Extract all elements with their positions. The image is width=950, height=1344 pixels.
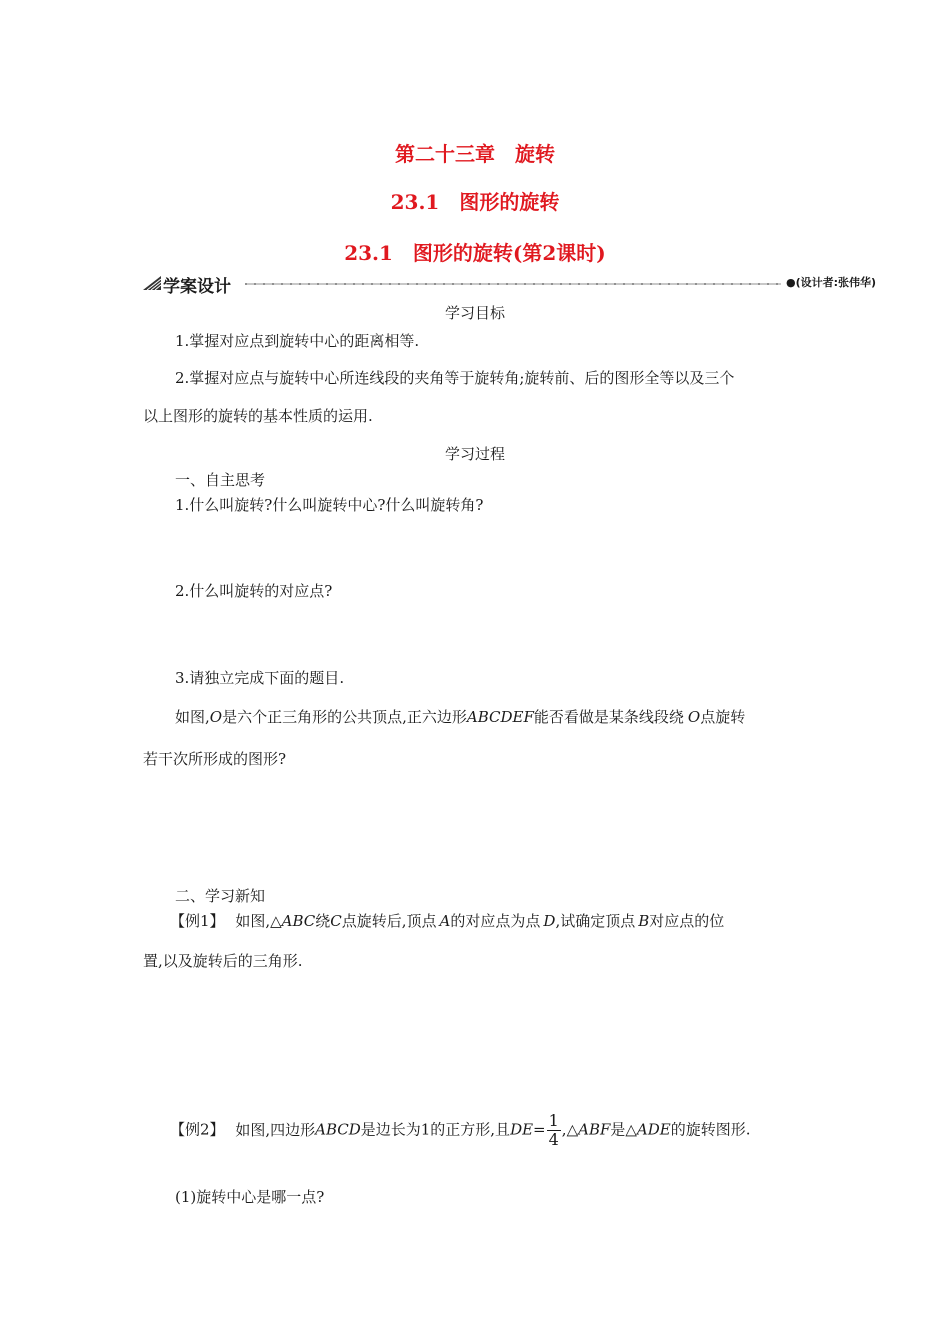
part1-heading: 一、自主思考: [175, 471, 266, 489]
goal-item-1: 1.掌握对应点到旋转中心的距离相等.: [175, 332, 420, 350]
banner-label: 学案设计: [163, 277, 231, 297]
example-1-line-2: 置,以及旋转后的三角形.: [143, 952, 303, 970]
dotted-rule: [245, 272, 785, 294]
chapter-title: 第二十三章 旋转: [395, 142, 555, 166]
example-2-question-1: (1)旋转中心是哪一点?: [175, 1188, 325, 1206]
lesson-title: 23.1 图形的旋转(第2课时): [344, 241, 606, 265]
question-3-text-line-1: 如图,O是六个正三角形的公共顶点,正六边形ABCDEF能否看做是某条线段绕 O点旋转: [175, 708, 746, 726]
question-3: 3.请独立完成下面的题目.: [175, 669, 345, 687]
example-2-tag: 【例2】: [170, 1120, 225, 1139]
section-title: 23.1 图形的旋转: [390, 190, 560, 214]
banner-credit: ●(设计者:张伟华): [786, 276, 877, 289]
process-heading: 学习过程: [444, 445, 505, 463]
question-2: 2.什么叫旋转的对应点?: [175, 582, 333, 600]
part2-heading: 二、学习新知: [175, 887, 266, 905]
question-3-text-line-2: 若干次所形成的图形?: [143, 750, 287, 768]
banner: [143, 272, 879, 297]
example-2-line-1: 【例2】 如图,四边形ABCD是边长为1的正方形,且DE= $\frac{1}{4}$ ,△ABF是△ADE的旋转图形.: [170, 1111, 751, 1149]
example-1-tag: 【例1】: [170, 912, 225, 930]
question-1: 1.什么叫旋转?什么叫旋转中心?什么叫旋转角?: [175, 496, 484, 514]
fraction-one-quarter: $\frac{1}{4}$: [548, 1111, 559, 1149]
goal-item-2-line-1: 2.掌握对应点与旋转中心所连线段的夹角等于旋转角;旋转前、后的图形全等以及三个: [175, 369, 735, 387]
example-1-line-1: 【例1】 如图,△ABC绕C点旋转后,顶点 A的对应点为点 D,试确定顶点 B对应点的位: [170, 912, 725, 930]
goal-item-2-line-2: 以上图形的旋转的基本性质的运用.: [143, 407, 373, 425]
triangle-stripes-icon: [143, 276, 161, 290]
goals-heading: 学习目标: [444, 304, 505, 322]
